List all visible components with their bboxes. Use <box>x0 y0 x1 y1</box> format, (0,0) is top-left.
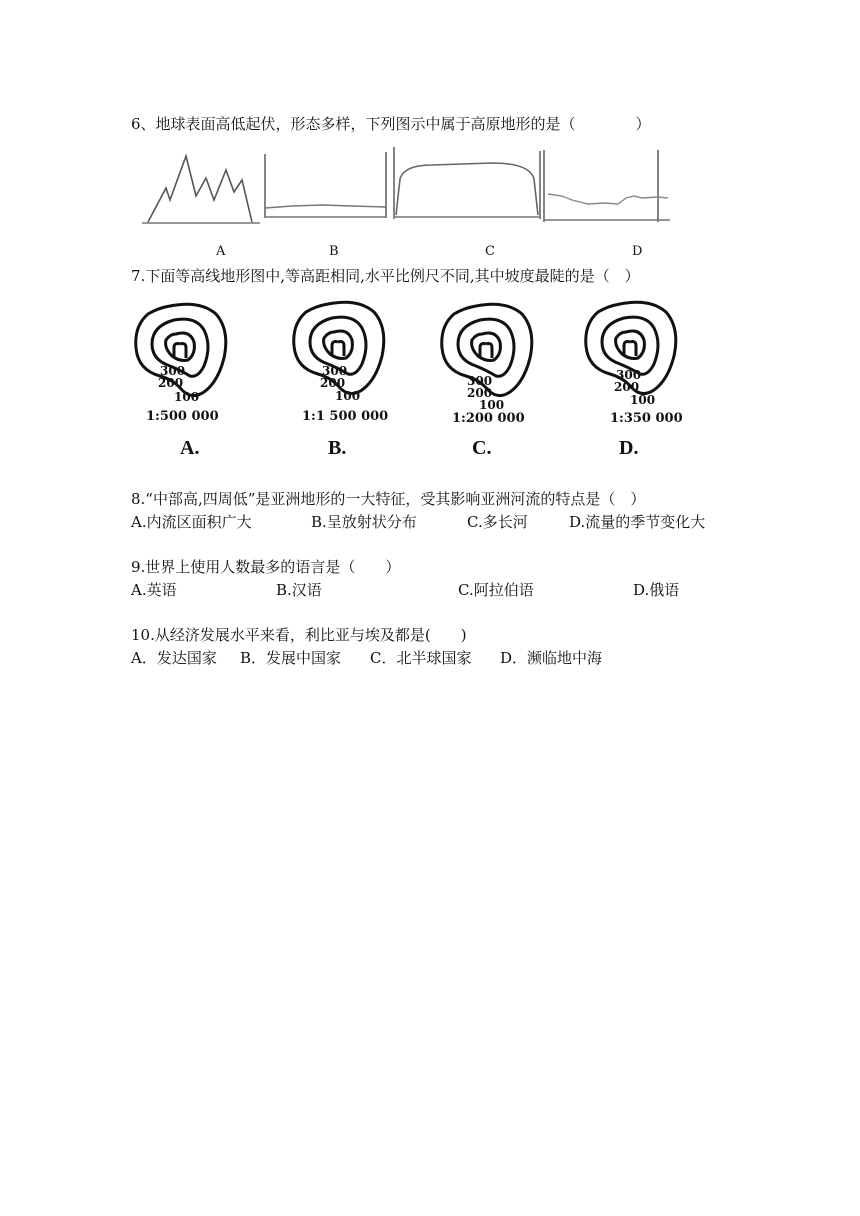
profile-label-a: A <box>216 244 226 259</box>
q9-option-b: B.汉语 <box>276 581 322 599</box>
scale-a: 1:500 000 <box>146 409 219 424</box>
q8-option-a: A.内流区面积广大 <box>131 513 252 531</box>
map-label-d: D. <box>619 437 639 459</box>
q8-option-b: B.呈放射状分布 <box>311 513 417 531</box>
map-label-a: A. <box>180 437 200 459</box>
profile-label-d: D <box>632 244 643 259</box>
question-6-text: 6、地球表面高低起伏，形态多样，下列图示中属于高原地形的是（ ） <box>131 115 651 133</box>
contour-value-300-a: 300 <box>160 364 186 378</box>
contour-value-100-b: 100 <box>335 389 361 403</box>
terrain-profile-b <box>262 150 390 222</box>
contour-value-200-d: 200 <box>614 380 640 394</box>
scale-d: 1:350 000 <box>610 411 683 426</box>
contour-value-300-d: 300 <box>616 368 642 382</box>
contour-value-300-b: 300 <box>322 364 348 378</box>
profile-label-b: B <box>329 244 339 259</box>
scale-c: 1:200 000 <box>452 411 525 426</box>
contour-value-200-b: 200 <box>320 376 346 390</box>
q10-option-d: D．濒临地中海 <box>500 649 603 667</box>
map-label-c: C. <box>472 437 492 459</box>
profile-label-c: C <box>485 244 495 259</box>
q8-option-d: D.流量的季节变化大 <box>569 513 706 531</box>
terrain-profile-d <box>542 148 672 226</box>
q10-option-b: B．发展中国家 <box>240 649 342 667</box>
q9-option-c: C.阿拉伯语 <box>458 581 534 599</box>
q9-option-a: A.英语 <box>131 581 177 599</box>
terrain-profile-a <box>140 148 262 226</box>
question-8-text: 8.“中部高,四周低”是亚洲地形的一大特征，受其影响亚洲河流的特点是（ ） <box>131 490 646 508</box>
q8-option-c: C.多长河 <box>467 513 528 531</box>
contour-value-200-a: 200 <box>158 376 184 390</box>
terrain-profile-c <box>392 145 542 223</box>
contour-value-300-c: 300 <box>467 374 493 388</box>
q10-option-a: A．发达国家 <box>131 649 217 667</box>
q10-option-c: C．北半球国家 <box>370 649 472 667</box>
contour-value-100-a: 100 <box>174 390 200 404</box>
contour-value-100-d: 100 <box>630 393 656 407</box>
question-7-text: 7.下面等高线地形图中,等高距相同,水平比例尺不同,其中坡度最陡的是（ ） <box>131 267 640 285</box>
map-label-b: B. <box>328 437 347 459</box>
q9-option-d: D.俄语 <box>633 581 680 599</box>
contour-value-100-c: 100 <box>479 398 505 412</box>
contour-value-200-c: 200 <box>467 386 493 400</box>
scale-b: 1:1 500 000 <box>302 409 389 424</box>
question-10-text: 10.从经济发展水平来看，利比亚与埃及都是( ) <box>131 626 467 644</box>
question-9-text: 9.世界上使用人数最多的语言是（ ） <box>131 558 401 576</box>
